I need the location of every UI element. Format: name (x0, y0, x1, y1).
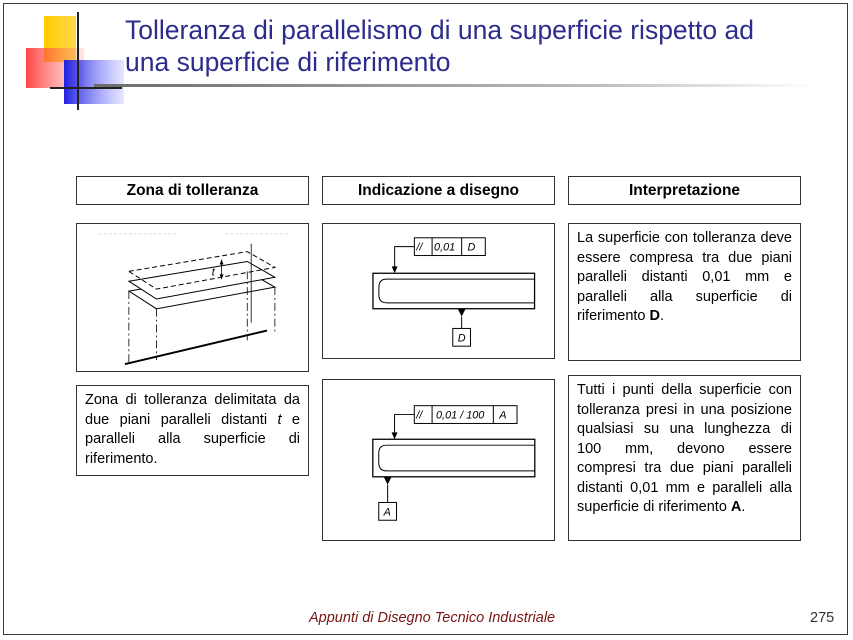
page-number: 275 (810, 610, 835, 626)
label-t: t (211, 266, 215, 279)
frame-1-datum: D (467, 241, 476, 254)
header-tolerance-zone: Zona di tolleranza (76, 176, 309, 205)
zone-description-text-2: e paralleli alla superficie di riferimento. (85, 411, 300, 467)
frame-1-value: 0,01 (434, 241, 456, 254)
drawing-1-figure (323, 224, 554, 358)
zone-description-text-1: Zona di tolleranza delimitata da due piani paralleli distanti (85, 392, 300, 428)
logo-decoration (4, 4, 134, 116)
frame-2-value: 0,01 / 100 (436, 409, 485, 422)
datum-1-label: D (457, 332, 466, 345)
frame-2-symbol: // (416, 409, 423, 422)
interpretation-2 (568, 375, 801, 541)
interpretation-1 (568, 223, 801, 361)
title-line-2: una superficie di riferimento (125, 47, 451, 77)
interpretation-1-text: La superficie con tolleranza deve essere compresa tra due piani paralleli distanti 0,01 mm e paralleli alla superficie di riferimento (577, 230, 792, 324)
frame-1-symbol: // (416, 241, 423, 254)
slide (3, 3, 848, 635)
header-drawing-indication: Indicazione a disegno (322, 176, 555, 205)
footer-title: Appunti di Disegno Tecnico Industriale (309, 610, 556, 626)
drawing-2-figure (323, 380, 554, 540)
zone-description (76, 385, 309, 476)
frame-2-datum: A (499, 409, 507, 422)
drawing-indication-1 (322, 223, 555, 359)
interpretation-2-text: Tutti i punti della superficie con tolleranza presi in una posizione qualsiasi su una lunghezza di 100 mm, devono essere compresi tra due piani paralleli distanti 0,01 mm e paralleli alla superficie di riferimento (577, 382, 792, 515)
interpretation-1-end: . (660, 308, 665, 324)
drawing-indication-2 (322, 379, 555, 541)
tolerance-zone-figure (76, 223, 309, 372)
interpretation-2-end: . (741, 499, 746, 515)
interpretation-1-datum: D (649, 308, 661, 324)
slide-title (125, 14, 825, 78)
zone-description-variable: t (277, 411, 282, 428)
title-divider (94, 84, 814, 87)
interpretation-2-datum: A (730, 499, 742, 515)
title-line-1: Tolleranza di parallelismo di una superficie rispetto ad (125, 15, 754, 45)
datum-2-label: A (383, 506, 391, 519)
parallel-planes-illustration (77, 224, 308, 371)
header-interpretation: Interpretazione (568, 176, 801, 205)
